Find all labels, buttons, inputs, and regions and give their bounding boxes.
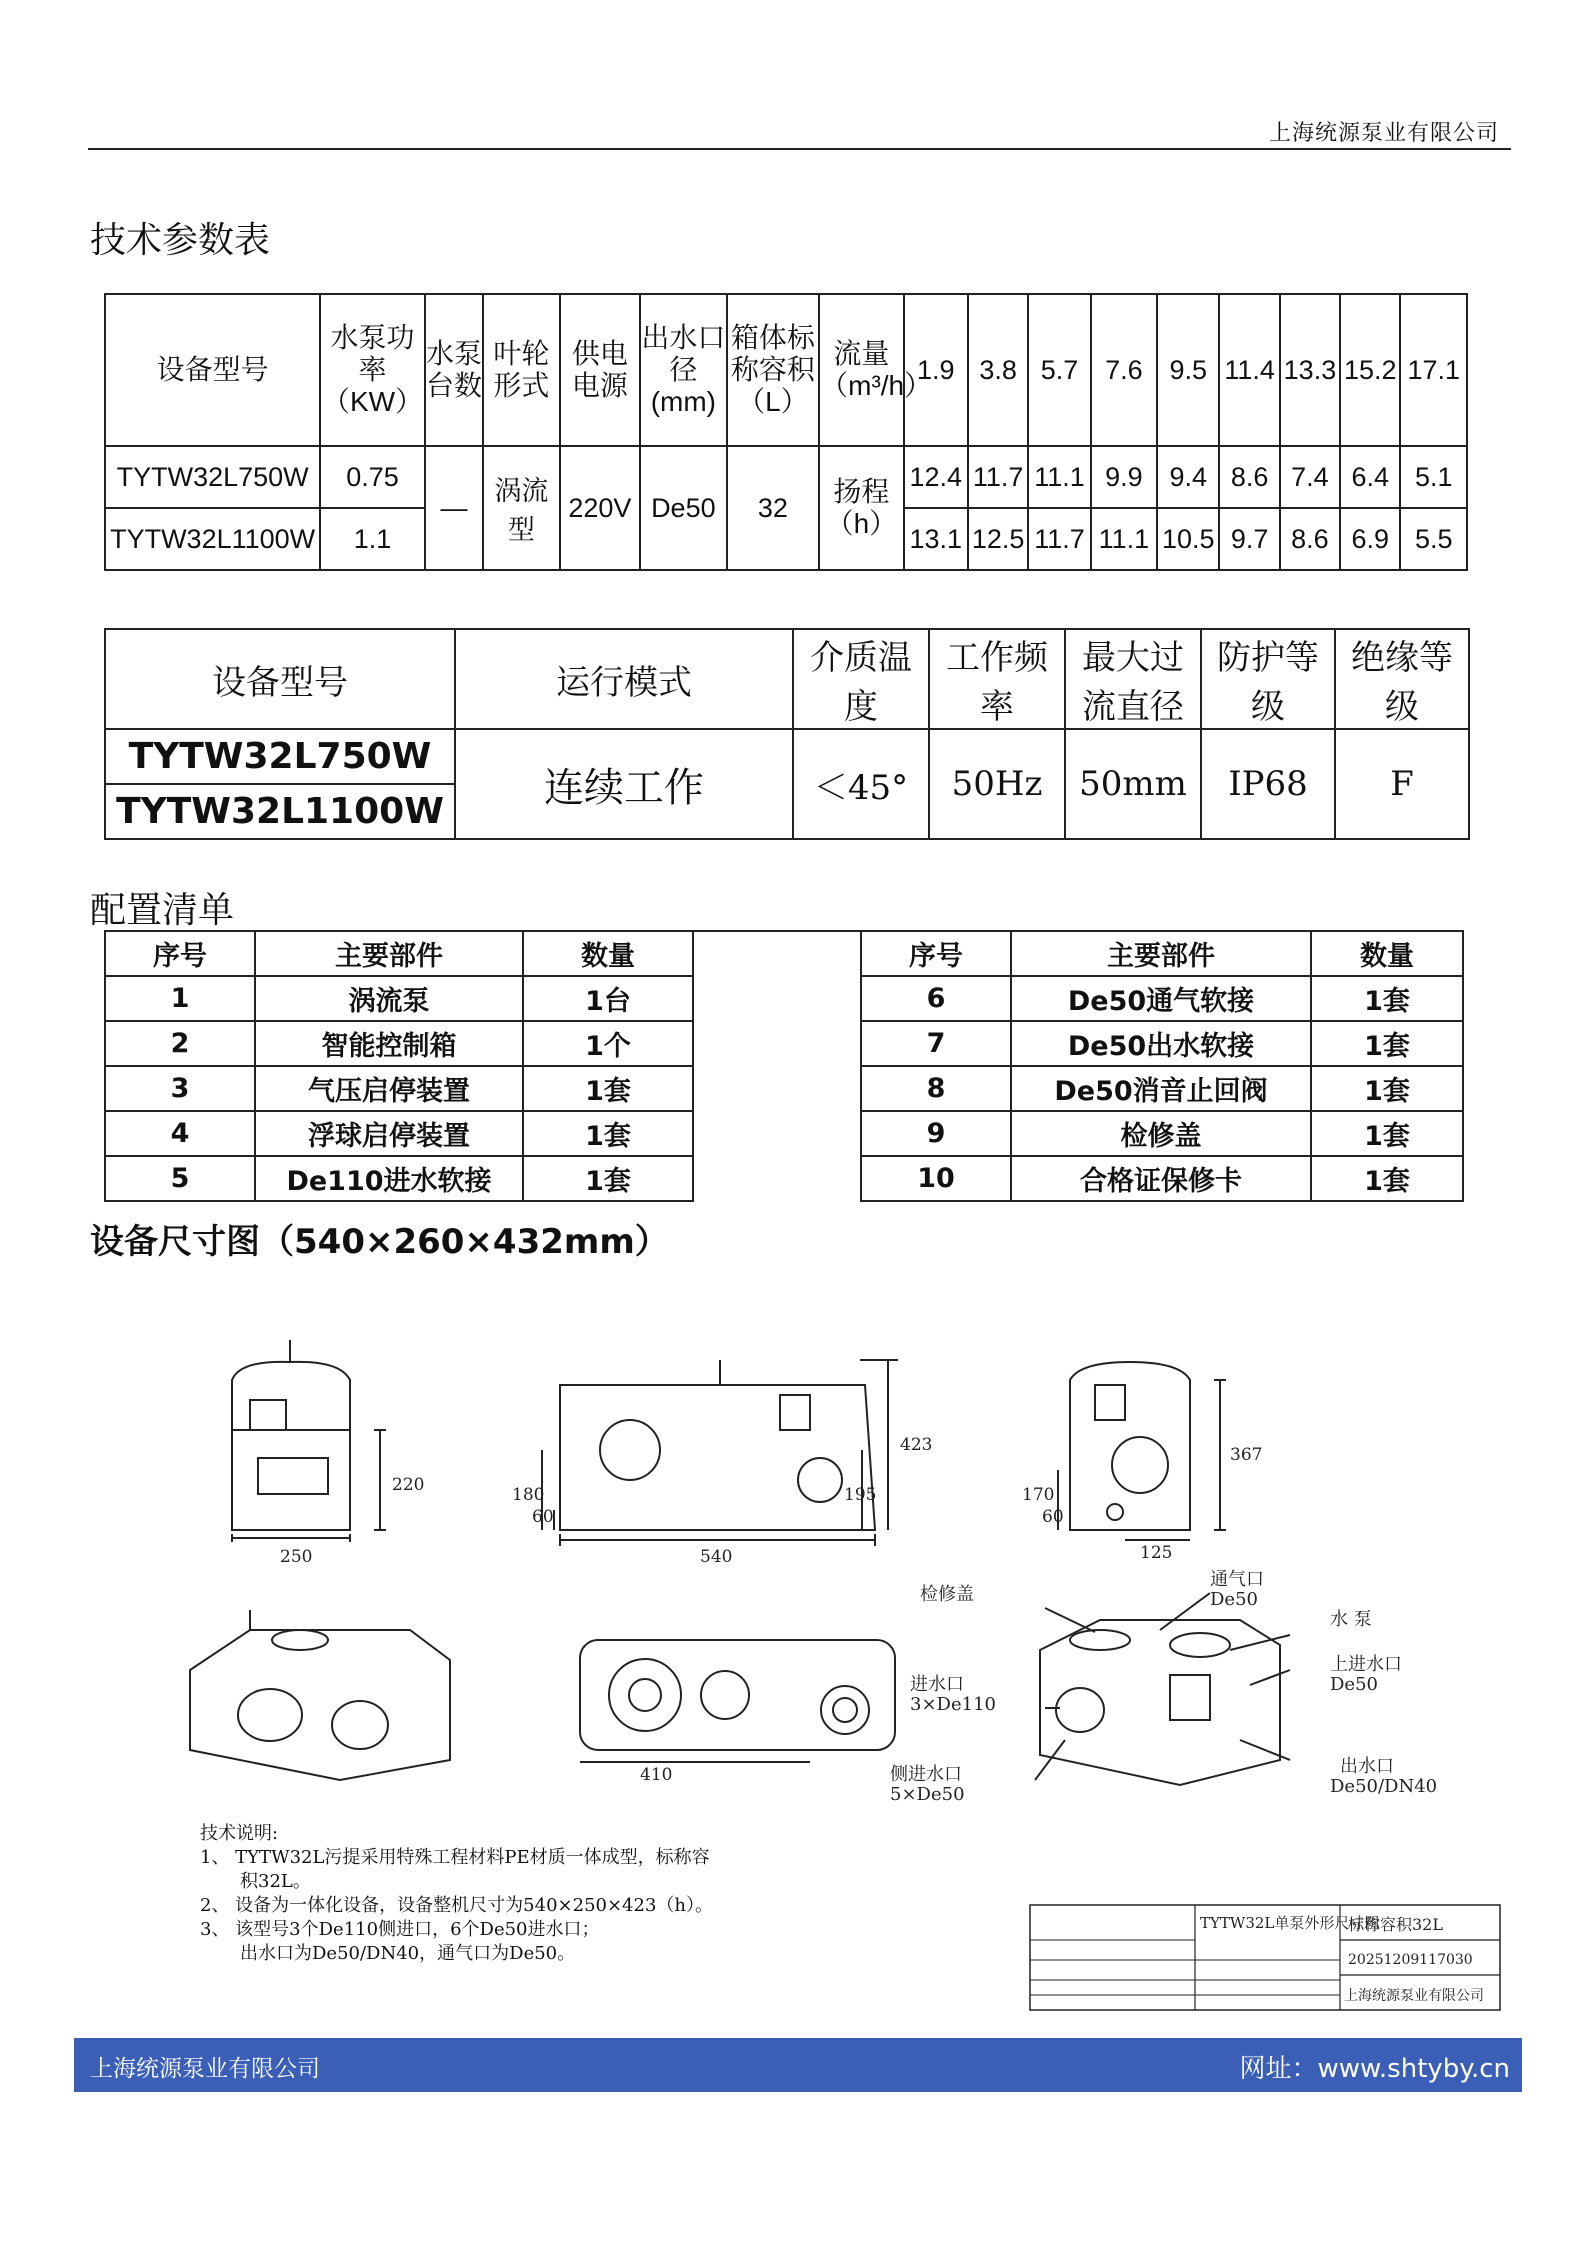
label-top-inlet: 上进水口	[1330, 1654, 1402, 1675]
cfg-no: 1	[105, 976, 255, 1021]
cfg-part: 气压启停装置	[255, 1066, 523, 1111]
th-no: 序号	[105, 931, 255, 976]
model-cell: TYTW32L750W	[105, 446, 320, 508]
power-cell: 0.75	[320, 446, 425, 508]
th-frequency: 工作频率	[929, 629, 1065, 729]
notes-line: 1、 TYTW32L污提采用特殊工程材料PE材质一体成型，标称容	[200, 1847, 710, 1868]
dim-180: 180	[512, 1485, 545, 1505]
th-insulation: 绝缘等级	[1335, 629, 1469, 729]
insulation-value: F	[1335, 729, 1469, 839]
pumps-cell: —	[425, 446, 483, 570]
dim-423: 423	[900, 1435, 933, 1455]
run-mode-value: 连续工作	[455, 729, 793, 839]
medium-temp-value: ＜45°	[793, 729, 929, 839]
cfg-qty: 1套	[523, 1111, 693, 1156]
dim-170: 170	[1022, 1485, 1055, 1505]
head-value: 11.7	[1028, 508, 1090, 570]
dim-60b: 60	[1042, 1507, 1064, 1527]
model-cell: TYTW32L1100W	[105, 508, 320, 570]
th-pumps: 水泵台数	[425, 294, 483, 446]
th-power-supply: 供电电源	[560, 294, 640, 446]
header-company: 上海统源泵业有限公司	[1268, 121, 1499, 146]
cfg-part: De50通气软接	[1011, 976, 1311, 1021]
power-supply-cell: 220V	[560, 446, 640, 570]
th-protection: 防护等级	[1201, 629, 1335, 729]
title-block-code: 20251209117030	[1348, 1952, 1473, 1968]
footer-bar	[74, 2038, 1522, 2092]
impeller-cell: 涡流型	[483, 446, 559, 570]
config-table	[104, 930, 1464, 1202]
dim-367: 367	[1230, 1445, 1263, 1465]
dim-195: 195	[844, 1485, 877, 1505]
cfg-qty: 1套	[1311, 1021, 1463, 1066]
th-max-diameter: 最大过流直径	[1065, 629, 1201, 729]
iso-view-right	[1035, 1593, 1290, 1785]
cfg-qty: 1套	[523, 1156, 693, 1201]
th-qty: 数量	[1311, 931, 1463, 976]
title-block-company: 上海统源泵业有限公司	[1344, 1988, 1484, 2004]
cfg-part: De50出水软接	[1011, 1021, 1311, 1066]
cfg-part: 检修盖	[1011, 1111, 1311, 1156]
cfg-qty: 1套	[1311, 1066, 1463, 1111]
cfg-qty: 1台	[523, 976, 693, 1021]
th-power: 水泵功率（KW）	[320, 294, 425, 446]
power-cell: 1.1	[320, 508, 425, 570]
footer-company: 上海统源泵业有限公司	[90, 2056, 320, 2082]
max-diameter-value: 50mm	[1065, 729, 1201, 839]
th-no: 序号	[861, 931, 1011, 976]
label-inlet-size: 3×De110	[910, 1694, 996, 1715]
head-value: 11.1	[1028, 446, 1090, 508]
tech-notes	[200, 1822, 920, 1966]
dim-125: 125	[1140, 1543, 1173, 1563]
cfg-part: 合格证保修卡	[1011, 1156, 1311, 1201]
head-value: 12.5	[968, 508, 1028, 570]
flow-value: 3.8	[968, 294, 1028, 446]
cfg-no: 6	[861, 976, 1011, 1021]
flow-value: 17.1	[1400, 294, 1467, 446]
head-value: 9.7	[1219, 508, 1279, 570]
notes-line: 2、 设备为一体化设备，设备整机尺寸为540×250×423（h）。	[200, 1895, 713, 1916]
cfg-part: 浮球启停装置	[255, 1111, 523, 1156]
run-mode-table	[104, 628, 1470, 840]
dim-220: 220	[392, 1475, 425, 1495]
dim-250: 250	[280, 1547, 313, 1567]
head-value: 7.4	[1280, 446, 1340, 508]
th-part: 主要部件	[1011, 931, 1311, 976]
dim-540: 540	[700, 1547, 733, 1567]
head-value: 11.1	[1091, 508, 1157, 570]
head-value: 8.6	[1219, 446, 1279, 508]
label-inlet: 进水口	[910, 1674, 964, 1695]
outlet-cell: De50	[640, 446, 727, 570]
head-value: 5.5	[1400, 508, 1467, 570]
cfg-no: 8	[861, 1066, 1011, 1111]
cfg-no: 9	[861, 1111, 1011, 1156]
frequency-value: 50Hz	[929, 729, 1065, 839]
notes-line: 积32L。	[240, 1871, 311, 1892]
label-cover: 检修盖	[920, 1584, 974, 1605]
th-outlet: 出水口径(mm)	[640, 294, 727, 446]
section-title-tech: 技术参数表	[90, 220, 271, 261]
th-impeller: 叶轮形式	[483, 294, 559, 446]
cfg-qty: 1套	[1311, 1156, 1463, 1201]
th-part: 主要部件	[255, 931, 523, 976]
footer-website[interactable]: 网址：www.shtyby.cn	[1239, 2054, 1510, 2084]
th-model: 设备型号	[105, 294, 320, 446]
label-side-inlet: 侧进水口	[890, 1764, 962, 1785]
cfg-part: De110进水软接	[255, 1156, 523, 1201]
th-model: 设备型号	[105, 629, 455, 729]
flow-value: 13.3	[1280, 294, 1340, 446]
head-value: 8.6	[1280, 508, 1340, 570]
notes-line: 出水口为De50/DN40，通气口为De50。	[240, 1943, 576, 1964]
section-title-dimension: 设备尺寸图（540×260×432mm）	[90, 1222, 669, 1262]
iso-view-left	[190, 1610, 450, 1780]
head-label-cell: 扬程（h）	[819, 446, 903, 570]
flow-value: 9.5	[1157, 294, 1219, 446]
label-top-inlet-size: De50	[1330, 1674, 1378, 1695]
head-value: 6.4	[1340, 446, 1400, 508]
cfg-no: 3	[105, 1066, 255, 1111]
notes-line: 3、 该型号3个De110侧进口，6个De50进水口；	[200, 1919, 600, 1940]
th-qty: 数量	[523, 931, 693, 976]
cfg-qty: 1套	[1311, 976, 1463, 1021]
th-run-mode: 运行模式	[455, 629, 793, 729]
dim-410: 410	[640, 1765, 673, 1785]
label-vent: 通气口	[1210, 1569, 1264, 1590]
cfg-qty: 1个	[523, 1021, 693, 1066]
cfg-no: 4	[105, 1111, 255, 1156]
th-medium-temp: 介质温度	[793, 629, 929, 729]
cfg-part: 涡流泵	[255, 976, 523, 1021]
side-view-left	[232, 1340, 386, 1542]
flow-value: 7.6	[1091, 294, 1157, 446]
flow-value: 15.2	[1340, 294, 1400, 446]
dim-60: 60	[532, 1507, 554, 1527]
top-view	[580, 1640, 895, 1762]
cfg-no: 5	[105, 1156, 255, 1201]
flow-value: 11.4	[1219, 294, 1279, 446]
head-value: 10.5	[1157, 508, 1219, 570]
label-outlet-size: De50/DN40	[1330, 1776, 1438, 1797]
head-value: 12.4	[904, 446, 968, 508]
title-block	[1030, 1905, 1500, 2010]
label-outlet: 出水口	[1340, 1756, 1394, 1777]
label-side-inlet-size: 5×De50	[890, 1784, 965, 1805]
tech-param-table	[104, 293, 1468, 571]
head-value: 9.9	[1091, 446, 1157, 508]
flow-value: 1.9	[904, 294, 968, 446]
protection-value: IP68	[1201, 729, 1335, 839]
section-title-config: 配置清单	[90, 890, 235, 931]
cfg-part: 智能控制箱	[255, 1021, 523, 1066]
flow-value: 5.7	[1028, 294, 1090, 446]
th-volume: 箱体标称容积（L）	[727, 294, 820, 446]
cfg-no: 10	[861, 1156, 1011, 1201]
cfg-part: De50消音止回阀	[1011, 1066, 1311, 1111]
model-cell: TYTW32L750W	[105, 729, 455, 784]
cfg-qty: 1套	[1311, 1111, 1463, 1156]
head-value: 13.1	[904, 508, 968, 570]
header-divider	[88, 148, 1511, 150]
th-flow: 流量（m³/h）	[819, 294, 903, 446]
title-block-volume: 标称容积32L	[1348, 1915, 1443, 1934]
title-block-name: TYTW32L单泵外形尺寸图	[1200, 1914, 1380, 1932]
side-view-right	[1058, 1362, 1226, 1540]
model-cell: TYTW32L1100W	[105, 784, 455, 839]
notes-title: 技术说明:	[200, 1823, 279, 1844]
label-pump: 水 泵	[1330, 1609, 1372, 1630]
head-value: 5.1	[1400, 446, 1467, 508]
head-value: 6.9	[1340, 508, 1400, 570]
cfg-no: 7	[861, 1021, 1011, 1066]
head-value: 9.4	[1157, 446, 1219, 508]
front-view	[542, 1360, 898, 1546]
volume-cell: 32	[727, 446, 820, 570]
cfg-no: 2	[105, 1021, 255, 1066]
label-vent-size: De50	[1210, 1589, 1258, 1610]
config-gap	[693, 931, 861, 1201]
head-value: 11.7	[968, 446, 1028, 508]
cfg-qty: 1套	[523, 1066, 693, 1111]
